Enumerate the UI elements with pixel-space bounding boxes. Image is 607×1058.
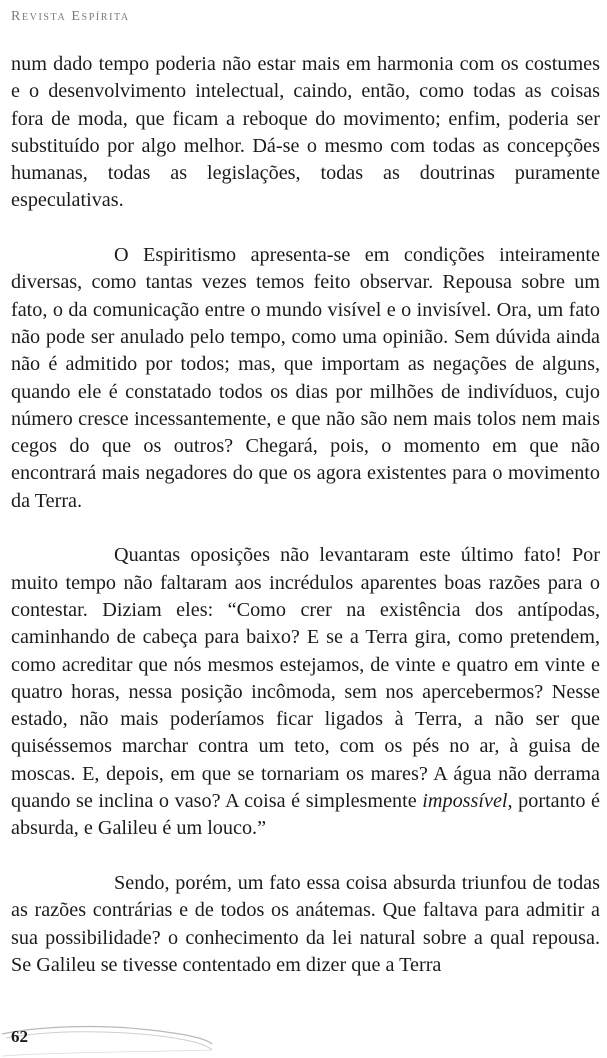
- paragraph-3: [11, 542, 600, 842]
- body-text: [11, 51, 600, 979]
- page-number: 62: [11, 1027, 28, 1046]
- paragraph-3-text-before: Quantas oposições não levantaram este último fato! Por muito tempo não faltaram aos incrédulos aparentes boas razões para o contestar. Diziam eles: “Como crer na existência dos antípodas, caminhando de cabeça para baixo? E se a Terra gira, como pretendem, como acreditar que nós mesmos estejamos, de vinte e quatro em vinte e quatro horas, nessa posição incômoda, sem nos apercebermos? Nesse estado, não mais poderíamos ficar ligados à Terra, a não ser que quiséssemos marchar contra um teto, com os pés no ar, à guisa de moscas. E, depois, em que se tornariam os mares? A água não derrama quando se inclina o vaso? A coisa é simplesmente: [11, 544, 600, 813]
- paragraph-1: num dado tempo poderia não estar mais em harmonia com os costumes e o desenvolvimento intelectual, caindo, então, como todas as coisas fora de moda, que ficam a reboque do movimento; enfim, poderia ser substituído por algo melhor. Dá-se o mesmo com todas as concepções humanas, todas as legislações, todas as doutrinas puramente especulativas.: [11, 53, 600, 212]
- paragraph-4: Sendo, porém, um fato essa coisa absurda triunfou de todas as razões contrárias e de todos os anátemas. Que faltava para admitir a sua possibilidade? o conhecimento da lei natural sobre a qual repousa. Se Galileu se tivesse contentado em dizer que a Terra: [11, 871, 600, 976]
- emphasis-word: impossível: [422, 790, 508, 813]
- footer-swoosh-ornament: [0, 1022, 220, 1058]
- paragraph-2: O Espiritismo apresenta-se em condições inteiramente diversas, como tantas vezes temos feito observar. Repousa sobre um fato, o da comunicação entre o mundo visível e o invisível. Ora, um fato não pode ser anulado pelo tempo, como uma opinião. Sem dúvida ainda não é admitido por todos; mas, que importam as negações de alguns, quando ele é constatado todos os dias por milhões de indivíduos, cujo número cresce incessantemente, e que não são nem mais tolos nem mais cegos do que os outros? Chegará, pois, o momento em que não encontrará mais negadores do que os agora existentes para o movimento da Terra.: [11, 244, 600, 512]
- paragraph-3-text-after: , portanto é absurda, e Galileu é um louco.”: [11, 790, 600, 840]
- running-header: Revista Espírita: [11, 9, 130, 24]
